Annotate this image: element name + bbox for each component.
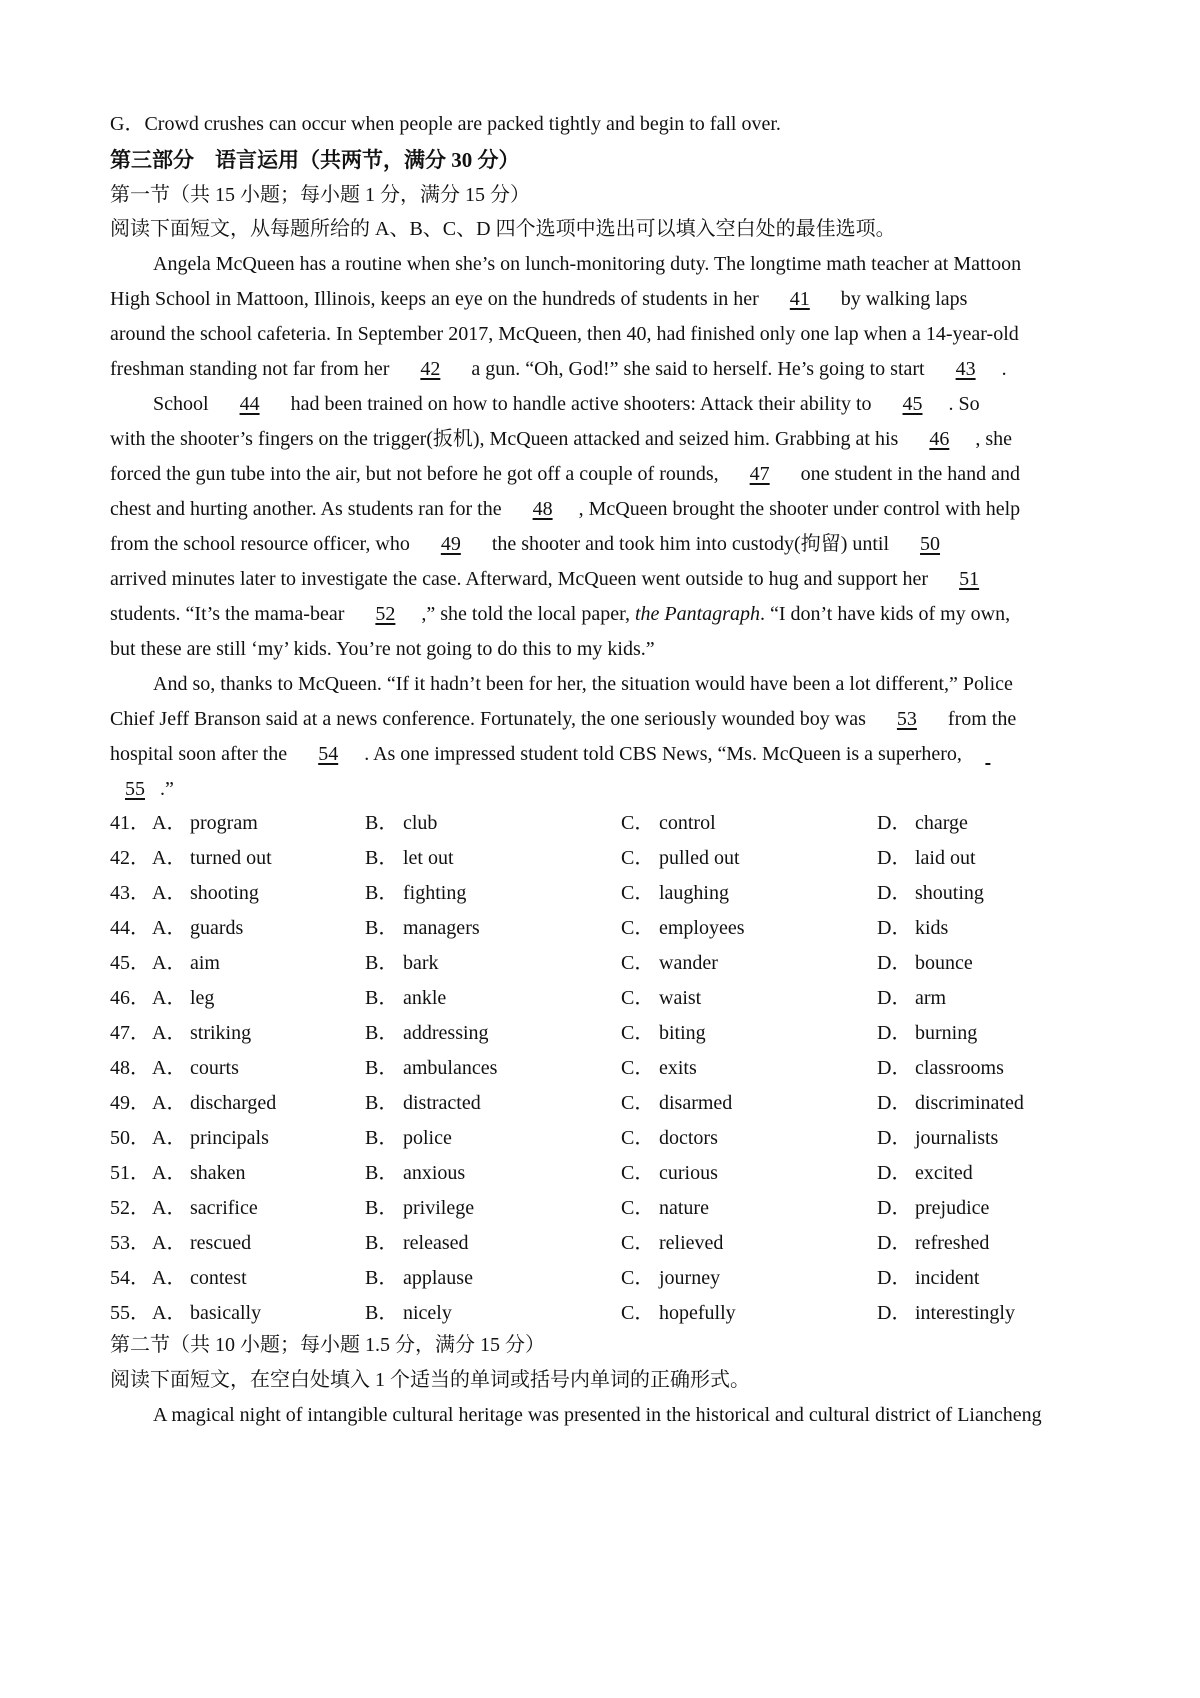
option-a [152,1056,239,1080]
option-text: ambulances [403,1057,498,1079]
option-b [365,1196,474,1220]
option-letter: C． [621,1232,655,1254]
option-text: curious [659,1162,718,1184]
question-number: 54． [110,1267,150,1289]
question-number: 41． [110,812,150,834]
option-text: biting [659,1022,706,1044]
option-letter: D． [877,952,912,974]
option-letter: B． [365,1127,399,1149]
option-text: addressing [403,1022,489,1044]
option-c [621,1126,718,1150]
option-letter: B． [365,1302,399,1324]
option-letter: C． [621,987,655,1009]
option-d [877,811,968,835]
question-number: 46． [110,987,150,1009]
option-text: laid out [915,847,976,869]
option-letter: B． [365,917,399,939]
option-b [365,811,437,835]
question-number: 42． [110,847,150,869]
option-text: disarmed [659,1092,733,1114]
option-a [152,1091,276,1115]
passage-line: A magical night of intangible cultural heritage was presented in the historical and cultural district of Liancheng [153,1404,1042,1426]
question-number: 45． [110,952,150,974]
option-letter: C． [621,1162,655,1184]
option-c [621,986,701,1010]
passage-line: but these are still ‘my’ kids. You’re not going to do this to my kids.” [110,638,655,660]
option-c [621,881,729,905]
option-letter: C． [621,812,655,834]
part1-instruction: 阅读下面短文，从每题所给的 A、B、C、D 四个选项中选出可以填入空白处的最佳选项。 [110,218,896,240]
question-row [110,1196,1100,1220]
option-letter: B． [365,1022,399,1044]
option-a [152,1161,246,1185]
option-text: doctors [659,1127,718,1149]
option-letter: A． [152,1127,187,1149]
option-c [621,846,740,870]
option-d [877,1301,1015,1325]
option-a [152,881,259,905]
passage-line: Chief Jeff Branson said at a news conference. Fortunately, the one seriously wounded boy was 53 from the [110,708,1017,730]
option-letter: B． [365,847,399,869]
option-text: laughing [659,882,729,904]
blank-47: 47 [749,463,770,485]
option-letter: A． [152,1302,187,1324]
option-d [877,951,973,975]
option-text: contest [190,1267,247,1289]
option-letter: B． [365,882,399,904]
option-letter: C． [621,952,655,974]
option-text: kids [915,917,949,939]
question-row [110,1231,1100,1255]
question-number: 52． [110,1197,150,1219]
option-a [152,1196,258,1220]
option-letter: C． [621,917,655,939]
option-b [365,1266,473,1290]
option-letter: C． [621,847,655,869]
option-text: anxious [403,1162,466,1184]
question-row [110,986,1100,1010]
option-letter: A． [152,917,187,939]
option-text: discriminated [915,1092,1024,1114]
option-c [621,951,718,975]
option-text: wander [659,952,718,974]
option-text: discharged [190,1092,277,1114]
option-text: journey [659,1267,721,1289]
option-c [621,1301,736,1325]
passage-line: School 44 had been trained on how to handle active shooters: Attack their ability to 45 . So [153,393,980,415]
option-letter: D． [877,882,912,904]
option-a [152,986,214,1010]
option-letter: C． [621,1057,655,1079]
option-letter: D． [877,1057,912,1079]
option-a [152,1021,251,1045]
option-letter: C． [621,1302,655,1324]
option-b [365,916,480,940]
option-d [877,1196,989,1220]
option-b [365,881,466,905]
option-d [877,1091,1024,1115]
option-d [877,1161,973,1185]
passage-line: hospital soon after the 54 . As one impressed student told CBS News, “Ms. McQueen is a superhero, [110,742,1100,766]
option-text: shooting [190,882,259,904]
option-letter: D． [877,987,912,1009]
blank-42: 42 [420,358,441,380]
option-c [621,916,745,940]
option-text: shaken [190,1162,246,1184]
option-c [621,1021,706,1045]
option-letter: D． [877,1127,912,1149]
blank-51: 51 [959,568,980,590]
option-a [152,951,220,975]
option-text: released [403,1232,469,1254]
blank-49: 49 [440,533,461,555]
option-text: interestingly [915,1302,1015,1324]
option-text: incident [915,1267,980,1289]
option-letter: A． [152,952,187,974]
passage-line: forced the gun tube into the air, but not before he got off a couple of rounds, 47 one student in the hand and [110,463,1021,485]
option-b [365,1161,465,1185]
option-letter: D． [877,1232,912,1254]
question-row [110,1301,1100,1325]
passage-line: arrived minutes later to investigate the case. Afterward, McQueen went outside to hug and support her 51 [110,567,1100,591]
option-text: burning [915,1022,978,1044]
option-text: relieved [659,1232,724,1254]
option-d [877,1056,1004,1080]
question-row [110,1266,1100,1290]
option-letter: A． [152,1092,187,1114]
question-row [110,846,1100,870]
blank-50: 50 [920,533,941,555]
option-c [621,811,716,835]
option-d [877,1021,977,1045]
option-c [621,1161,718,1185]
option-d [877,916,948,940]
option-letter: B． [365,1057,399,1079]
option-text: program [190,812,258,834]
question-row [110,916,1100,940]
option-text: control [659,812,716,834]
option-letter: D． [877,812,912,834]
passage-line: chest and hurting another. As students ran for the 48 , McQueen brought the shooter under control with help [110,498,1021,520]
passage-line: with the shooter’s fingers on the trigger(扳机), McQueen attacked and seized him. Grabbing at his 46 , she [110,428,1012,450]
option-letter: D． [877,1092,912,1114]
option-letter: B． [365,1162,399,1184]
option-text: police [403,1127,452,1149]
option-text: arm [915,987,947,1009]
option-letter: D． [877,847,912,869]
option-text: classrooms [915,1057,1004,1079]
option-d [877,1266,979,1290]
option-text: charge [915,812,968,834]
passage-line: students. “It’s the mama-bear 52 ,” she told the local paper, the Pantagraph. “I don’t have kids of my own, [110,603,1011,625]
part1-header: 第一节（共 15 小题；每小题 1 分，满分 15 分） [110,184,530,206]
question-row [110,1091,1100,1115]
option-text: basically [190,1302,262,1324]
option-b [365,846,454,870]
option-letter: A． [152,847,187,869]
part2-header: 第二节（共 10 小题；每小题 1.5 分，满分 15 分） [110,1334,545,1356]
option-b [365,986,446,1010]
option-text: principals [190,1127,269,1149]
option-text: aim [190,952,220,974]
option-text: hopefully [659,1302,736,1324]
option-c [621,1091,732,1115]
option-letter: A． [152,812,187,834]
option-text: leg [190,987,215,1009]
option-c [621,1056,697,1080]
option-text: nature [659,1197,709,1219]
option-b [365,1126,452,1150]
question-number: 55． [110,1302,150,1324]
option-text: ankle [403,987,447,1009]
question-number: 50． [110,1127,150,1149]
option-b [365,1056,497,1080]
option-text: let out [403,847,454,869]
passage-line: from the school resource officer, who 49 the shooter and took him into custody(拘留) until 50 [110,532,1100,556]
option-letter: D． [877,1197,912,1219]
option-text: bounce [915,952,973,974]
option-letter: D． [877,1267,912,1289]
question-row [110,811,1100,835]
option-text: waist [659,987,702,1009]
option-text: exits [659,1057,697,1079]
option-letter: B． [365,1197,399,1219]
option-text: shouting [915,882,984,904]
blank-54: 54 [318,743,339,765]
option-letter: A． [152,882,187,904]
option-b [365,1021,489,1045]
option-g-text: G．Crowd crushes can occur when people are packed tightly and begin to fall over. [110,113,781,135]
blank-48: 48 [532,498,553,520]
question-number: 51． [110,1162,150,1184]
option-d [877,1126,998,1150]
option-text: employees [659,917,745,939]
question-number: 47． [110,1022,150,1044]
blank-55: 55 [125,778,145,800]
passage-line: 55 .” [110,777,1100,801]
option-a [152,1266,247,1290]
part2-instruction: 阅读下面短文，在空白处填入 1 个适当的单词或括号内单词的正确形式。 [110,1369,750,1391]
question-row [110,1161,1100,1185]
passage-line: around the school cafeteria. In September 2017, McQueen, then 40, had finished only one lap when a 14-year-old [110,323,1019,345]
option-letter: B． [365,812,399,834]
option-c [621,1231,723,1255]
option-text: courts [190,1057,239,1079]
passage-line: Angela McQueen has a routine when she’s on lunch-monitoring duty. The longtime math teacher at Mattoon [153,253,1022,275]
option-letter: C． [621,1022,655,1044]
option-letter: D． [877,1162,912,1184]
option-text: refreshed [915,1232,990,1254]
option-text: sacrifice [190,1197,258,1219]
option-letter: B． [365,1232,399,1254]
option-b [365,1091,481,1115]
option-c [621,1266,720,1290]
option-a [152,811,258,835]
option-text: fighting [403,882,467,904]
option-a [152,1231,251,1255]
option-letter: A． [152,1057,187,1079]
option-a [152,1126,269,1150]
blank-45: 45 [902,393,923,415]
option-letter: C． [621,1197,655,1219]
option-letter: B． [365,987,399,1009]
option-text: pulled out [659,847,740,869]
option-letter: D． [877,1022,912,1044]
option-d [877,986,946,1010]
option-text: rescued [190,1232,252,1254]
section-title: 第三部分 语言运用（共两节，满分 30 分） [110,148,520,172]
option-text: guards [190,917,244,939]
blank-46: 46 [929,428,950,450]
option-letter: B． [365,952,399,974]
option-text: striking [190,1022,252,1044]
option-letter: C． [621,1127,655,1149]
option-letter: C． [621,882,655,904]
option-a [152,916,243,940]
question-number: 43． [110,882,150,904]
question-number: 49． [110,1092,150,1114]
option-letter: A． [152,1232,187,1254]
option-letter: A． [152,1022,187,1044]
option-letter: C． [621,1092,655,1114]
option-text: prejudice [915,1197,990,1219]
option-text: bark [403,952,439,974]
option-text: excited [915,1162,973,1184]
option-d [877,1231,989,1255]
option-letter: C． [621,1267,655,1289]
blank-43: 43 [955,358,976,380]
question-number: 44． [110,917,150,939]
option-letter: D． [877,917,912,939]
passage-line: High School in Mattoon, Illinois, keeps an eye on the hundreds of students in her 41 by walking laps [110,288,968,310]
option-text: distracted [403,1092,481,1114]
question-row [110,1126,1100,1150]
blank-44: 44 [239,393,260,415]
option-d [877,881,984,905]
option-text: nicely [403,1302,452,1324]
option-a [152,1301,261,1325]
option-a [152,846,272,870]
question-row [110,951,1100,975]
option-letter: A． [152,1197,187,1219]
passage-line: freshman standing not far from her 42 a gun. “Oh, God!” she said to herself. He’s going to start 43 . [110,358,1007,380]
option-d [877,846,976,870]
option-text: privilege [403,1197,475,1219]
option-letter: B． [365,1267,399,1289]
blank-55-underline [967,742,1009,766]
option-letter: A． [152,1267,187,1289]
blank-41: 41 [789,288,810,310]
blank-53: 53 [896,708,917,730]
option-letter: A． [152,1162,187,1184]
option-letter: D． [877,1302,912,1324]
question-row [110,1056,1100,1080]
option-b [365,1301,452,1325]
option-b [365,1231,469,1255]
option-letter: A． [152,987,187,1009]
passage-line: And so, thanks to McQueen. “If it hadn’t been for her, the situation would have been a lot different,” Police [153,673,1013,695]
option-text: club [403,812,438,834]
question-number: 48． [110,1057,150,1079]
option-text: managers [403,917,480,939]
option-b [365,951,439,975]
option-c [621,1196,709,1220]
option-text: journalists [915,1127,999,1149]
question-row [110,1021,1100,1045]
blank-52: 52 [375,603,396,625]
option-text: applause [403,1267,473,1289]
question-row [110,881,1100,905]
question-number: 53． [110,1232,150,1254]
option-letter: B． [365,1092,399,1114]
option-text: turned out [190,847,272,869]
